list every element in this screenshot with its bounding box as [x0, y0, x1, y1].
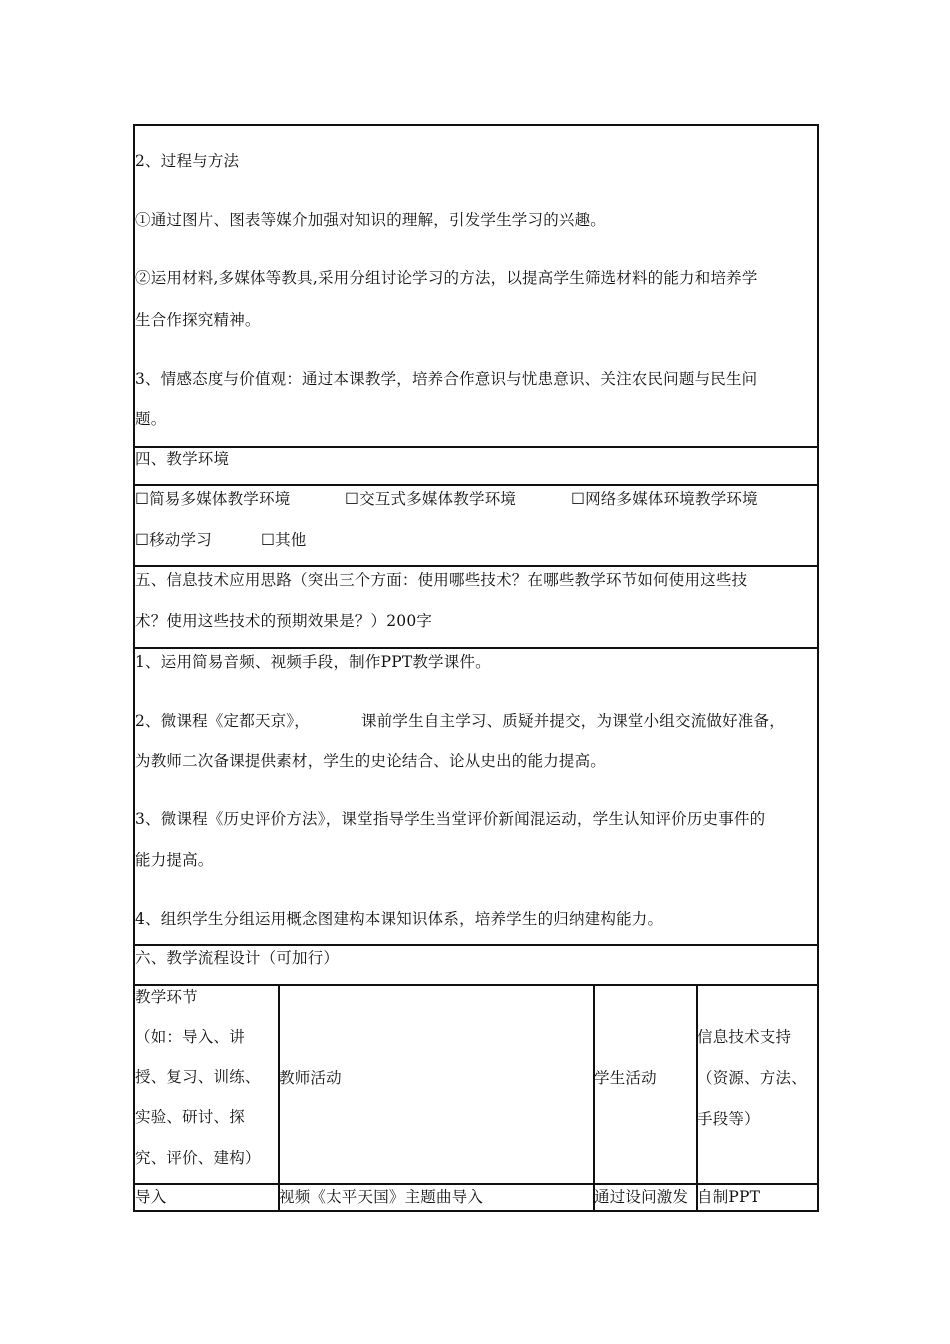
tech-point-4: 4、组织学生分组运用概念图建构本课知识体系，培养学生的归纳建构能力。	[135, 910, 664, 928]
header-it-line: （资源、方法、	[697, 1069, 807, 1087]
row-divider	[135, 446, 817, 448]
row-it: 自制PPT	[697, 1188, 761, 1206]
header-it: 信息技术支持	[697, 1028, 792, 1046]
row-divider	[135, 944, 817, 946]
tech-point-3: 3、微课程《历史评价方法》，课堂指导学生当堂评价新闻混运动，学生认知评价历史事件的	[135, 810, 766, 828]
header-it-line: 手段等）	[697, 1110, 760, 1128]
row-divider	[135, 1183, 817, 1185]
row-divider	[135, 984, 817, 986]
tech-point-1: 1、运用简易音频、视频手段，制作PPT教学课件。	[135, 653, 491, 671]
row-stage: 导入	[135, 1188, 167, 1206]
header-stage: 教学环节	[135, 988, 198, 1006]
tech-point-2-cont: 为教师二次备课提供素材，学生的史论结合、论从史出的能力提高。	[135, 752, 607, 770]
tech-point-2-detail: 课前学生自主学习、质疑并提交，为课堂小组交流做好准备，	[361, 712, 785, 730]
env-option-interactive[interactable]: ☐交互式多媒体教学环境	[345, 490, 517, 508]
column-divider	[593, 984, 595, 1210]
tech-title-cont: 术？使用这些技术的预期效果是？）200字	[135, 612, 433, 630]
row-student: 通过设问激发	[594, 1188, 689, 1206]
row-divider	[135, 565, 817, 567]
header-student: 学生活动	[594, 1069, 657, 1087]
header-stage-line: 授、复习、训练、	[135, 1068, 261, 1086]
row-teacher: 视频《太平天国》主题曲导入	[279, 1188, 484, 1206]
env-option-other[interactable]: ☐其他	[261, 531, 307, 549]
column-divider	[278, 984, 280, 1210]
objective-item-1: ①通过图片、图表等媒介加强对知识的理解，引发学生学习的兴趣。	[135, 211, 607, 229]
objective-item-2-cont: 生合作探究精神。	[135, 311, 261, 329]
column-divider	[696, 984, 698, 1210]
process-method-heading: 2、过程与方法	[135, 152, 240, 170]
tech-point-3-cont: 能力提高。	[135, 851, 214, 869]
environment-title: 四、教学环境	[135, 450, 230, 468]
env-option-simple[interactable]: ☐简易多媒体教学环境	[135, 490, 291, 508]
env-option-network[interactable]: ☐网络多媒体环境教学环境	[571, 490, 758, 508]
tech-point-2: 2、微课程《定都天京》，	[135, 712, 311, 730]
header-stage-line: 实验、研讨、探	[135, 1108, 245, 1126]
row-divider	[135, 484, 817, 486]
attitude-values: 3、情感态度与价值观：通过本课教学，培养合作意识与忧患意识、关注农民问题与民生问	[135, 370, 758, 388]
tech-title: 五、信息技术应用思路（突出三个方面：使用哪些技术？在哪些教学环节如何使用这些技	[135, 571, 748, 589]
env-option-mobile[interactable]: ☐移动学习	[135, 531, 212, 549]
header-stage-line: （如：导入、讲	[135, 1028, 245, 1046]
flow-title: 六、教学流程设计（可加行）	[135, 949, 340, 967]
row-divider	[135, 647, 817, 649]
header-teacher: 教师活动	[279, 1069, 342, 1087]
header-stage-line: 究、评价、建构）	[135, 1149, 261, 1167]
attitude-values-cont: 题。	[135, 410, 167, 428]
objective-item-2: ②运用材料,多媒体等教具,采用分组讨论学习的方法，以提高学生筛选材料的能力和培养学	[135, 269, 758, 287]
